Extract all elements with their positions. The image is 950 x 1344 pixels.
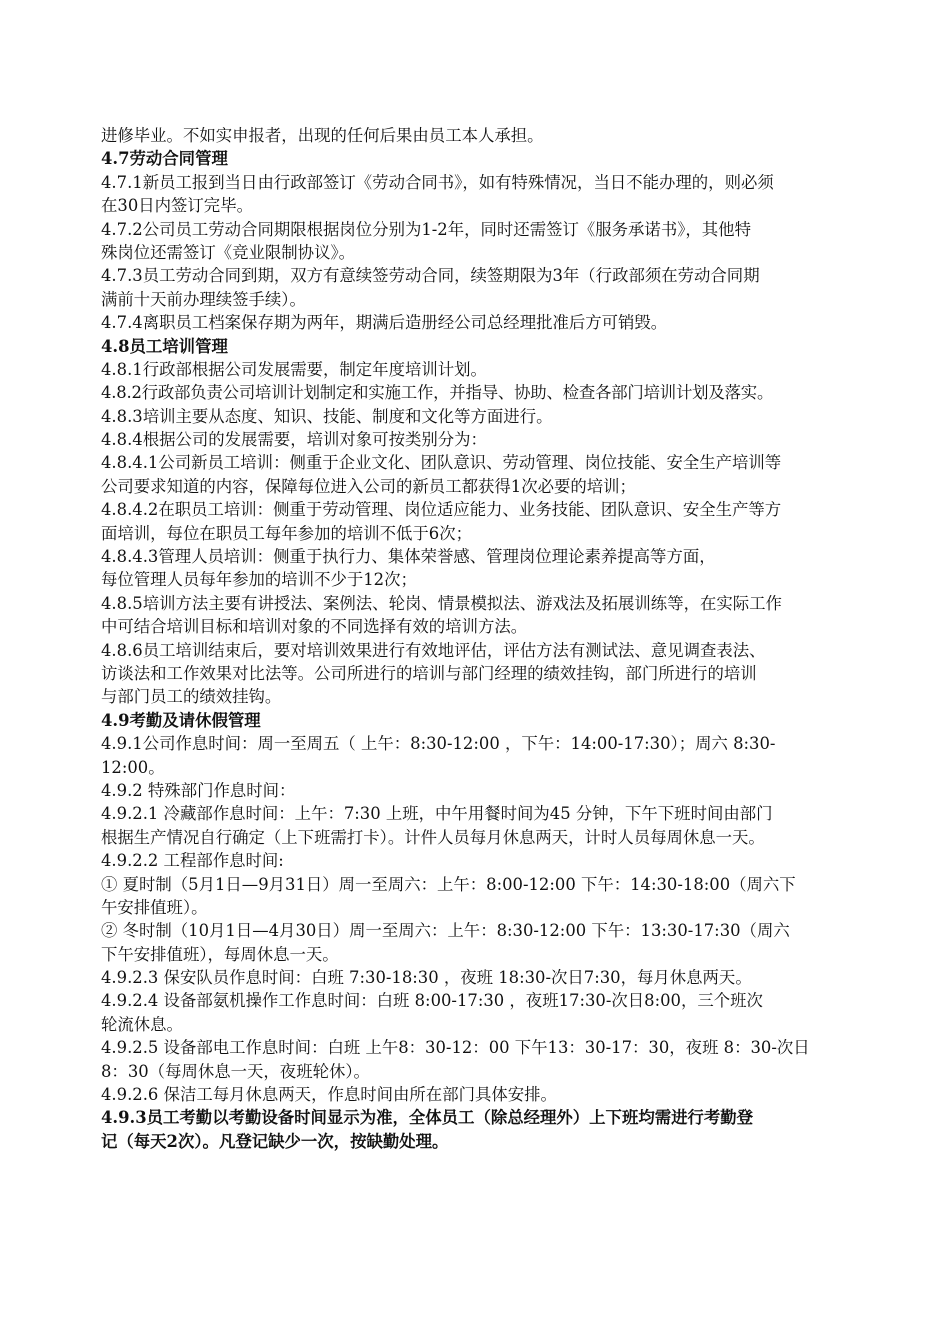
body-text-line: 殊岗位还需签订《竞业限制协议》。 bbox=[101, 242, 356, 262]
body-text-line: 每位管理人员每年参加的培训不少于12次； bbox=[101, 570, 417, 590]
section-heading-4-7: 4.7劳动合同管理 bbox=[101, 149, 228, 169]
body-text-line: 4.9.2.3 保安队员作息时间：白班 7:30-18:30 ，夜班 18:30-次日7:30，每月休息两天。 bbox=[101, 968, 752, 988]
bold-paragraph-line: 记（每天2次）。凡登记缺少一次，按缺勤处理。 bbox=[101, 1131, 449, 1151]
body-text-line: 4.8.5培训方法主要有讲授法、案例法、轮岗、情景模拟法、游戏法及拓展训练等，在实际工作 bbox=[101, 593, 782, 613]
body-text-line: 根据生产情况自行确定（上下班需打卡）。计件人员每月休息两天，计时人员每周休息一天。 bbox=[101, 827, 765, 847]
body-text-line: 4.8.4根据公司的发展需要，培训对象可按类别分为： bbox=[101, 430, 487, 450]
body-text-line: 4.9.1公司作息时间：周一至周五（ 上午：8:30-12:00 ，下午：14:00-17:30）；周六 8:30- bbox=[101, 734, 776, 754]
body-text-line: 满前十天前办理续签手续）。 bbox=[101, 289, 306, 309]
body-text-line: 4.9.2.4 设备部氨机操作工作息时间：白班 8:00-17:30 ，夜班17:30-次日8:00，三个班次 bbox=[101, 991, 763, 1011]
body-text-line: 4.8.1行政部根据公司发展需要，制定年度培训计划。 bbox=[101, 359, 487, 379]
body-text-line: 4.8.4.2在职员工培训：侧重于劳动管理、岗位适应能力、业务技能、团队意识、安全生产等方 bbox=[101, 500, 782, 520]
section-heading-4-8: 4.8员工培训管理 bbox=[101, 336, 228, 356]
bold-paragraph-line: 4.9.3员工考勤以考勤设备时间显示为准，全体员工（除总经理外）上下班均需进行考勤登 bbox=[101, 1108, 754, 1128]
section-heading-4-9: 4.9考勤及请休假管理 bbox=[101, 710, 261, 730]
body-text-line: 4.7.2公司员工劳动合同期限根据岗位分别为1-2年，同时还需签订《服务承诺书》，其他特 bbox=[101, 219, 751, 239]
body-text-line: 8：30（每周休息一天，夜班轮休）。 bbox=[101, 1061, 370, 1081]
document-page bbox=[101, 124, 871, 1153]
body-text-line: 与部门员工的绩效挂钩。 bbox=[101, 687, 282, 707]
body-text-line: 中可结合培训目标和培训对象的不同选择有效的培训方法。 bbox=[101, 617, 528, 637]
body-text-line: 4.9.2.5 设备部电工作息时间：白班 上午8：30-12：00 下午13：30-17：30，夜班 8：30-次日 bbox=[101, 1038, 810, 1058]
body-text-line: 12:00。 bbox=[101, 757, 165, 777]
body-text-line: 公司要求知道的内容，保障每位进入公司的新员工都获得1次必要的培训； bbox=[101, 476, 636, 496]
body-text-line: 4.8.2行政部负责公司培训计划制定和实施工作，并指导、协助、检查各部门培训计划及落实。 bbox=[101, 383, 774, 403]
body-text-line: ② 冬时制（10月1日—4月30日）周一至周六：上午：8:30-12:00 下午：13:30-17:30（周六 bbox=[101, 921, 790, 941]
body-text-line: 4.9.2.2 工程部作息时间: bbox=[101, 851, 284, 871]
body-text-line: 轮流休息。 bbox=[101, 1014, 183, 1034]
body-text-line: 4.7.1新员工报到当日由行政部签订《劳动合同书》，如有特殊情况，当日不能办理的，则必须 bbox=[101, 172, 774, 192]
body-text-line: ① 夏时制（5月1日—9月31日）周一至周六：上午：8:00-12:00 下午：14:30-18:00（周六下 bbox=[101, 874, 796, 894]
body-text-line: 面培训，每位在职员工每年参加的培训不低于6次； bbox=[101, 523, 473, 543]
body-text-line: 4.9.2.6 保洁工每月休息两天，作息时间由所在部门具体安排。 bbox=[101, 1085, 557, 1105]
body-text-line: 下午安排值班），每周休息一天。 bbox=[101, 944, 339, 964]
body-text-line: 在30日内签订完毕。 bbox=[101, 196, 253, 216]
body-text-line: 4.9.2.1 冷藏部作息时间：上午：7:30 上班，中午用餐时间为45 分钟，下午下班时间由部门 bbox=[101, 804, 773, 824]
body-text-line: 4.8.4.3管理人员培训：侧重于执行力、集体荣誉感、管理岗位理论素养提高等方面， bbox=[101, 547, 716, 567]
body-text-line: 访谈法和工作效果对比法等。公司所进行的培训与部门经理的绩效挂钩，部门所进行的培训 bbox=[101, 663, 757, 683]
body-text-line: 4.8.3培训主要从态度、知识、技能、制度和文化等方面进行。 bbox=[101, 406, 553, 426]
body-text-line: 4.8.6员工培训结束后，要对培训效果进行有效地评估，评估方法有测试法、意见调查表法、 bbox=[101, 640, 766, 660]
body-text-line: 4.9.2 特殊部门作息时间： bbox=[101, 780, 296, 800]
body-text-line: 4.7.4离职员工档案保存期为两年，期满后造册经公司总经理批准后方可销毁。 bbox=[101, 313, 668, 333]
body-text-line: 进修毕业。不如实申报者，出现的任何后果由员工本人承担。 bbox=[101, 126, 544, 145]
body-text-line: 午安排值班）。 bbox=[101, 897, 208, 917]
body-text-line: 4.7.3员工劳动合同到期，双方有意续签劳动合同，续签期限为3年（行政部须在劳动合同期 bbox=[101, 266, 760, 286]
body-text-line: 4.8.4.1公司新员工培训：侧重于企业文化、团队意识、劳动管理、岗位技能、安全生产培训等 bbox=[101, 453, 782, 473]
